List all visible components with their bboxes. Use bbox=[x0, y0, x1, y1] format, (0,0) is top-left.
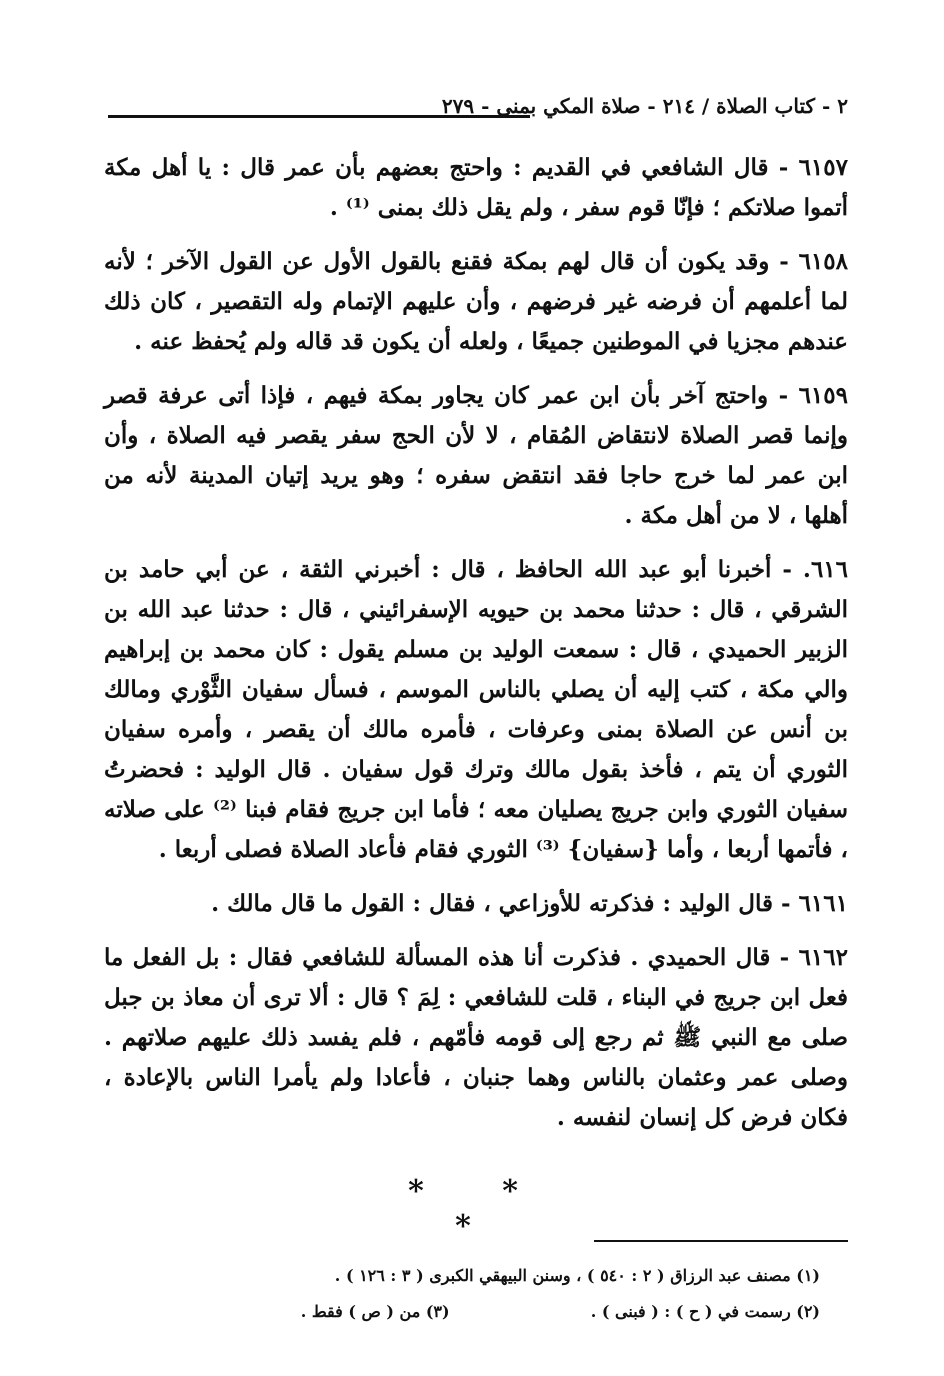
paragraph-6160: ٦١٦. - أخبرنا أبو عبد الله الحافظ ، قال : أخبرني الثقة ، عن أبي حامد بن الشرقي ، قال : حدثنا محمد بن حيويه الإسفرائيني ، قال : حدثنا عبد الله بن الزبير الحميدي ، قال : سمعت الوليد بن مسلم يقول : كان محمد بن إبراهيم والي مكة ، كتب إليه أن يصلي بالناس الموسم ، فسأل سفيان الثَّوْري ومالك بن أنس عن الصلاة بمنى وعرفات ، فأمره مالك أن يقصر ، وأمره سفيان الثوري أن يتم ، فأخذ بقول مالك وترك قول سفيان . قال الوليد : فحضرتُ سفيان الثوري وابن جريج يصليان معه ؛ فأما ابن جريج فقام فبنا ⁽²⁾ على صلاته ، فأتمها أربعا ، وأما {سفيان} ⁽³⁾ الثوري فقام فأعاد الصلاة فصلى أربعا . bbox=[104, 556, 849, 863]
footnotes bbox=[200, 1258, 820, 1330]
paragraph-6162: ٦١٦٢ - قال الحميدي . فذكرت أنا هذه المسألة للشافعي فقال : بل الفعل ما فعل ابن جريج في البناء ، قلت للشافعي : لِمَ ؟ قال : ألا ترى أن معاذ بن جبل صلى مع النبي ﷺ ثم رجع إلى قومه فأمّهم ، فلم يفسد ذلك عليهم صلاتهم . وصلى عمر وعثمان بالناس وهما جنبان ، فأعادا ولم يأمرا الناس بالإعادة ، فكان فرض كل إنسان لنفسه . bbox=[104, 944, 848, 1131]
paragraph-6158: ٦١٥٨ - وقد يكون أن قال لهم بمكة فقنع بالقول الأول عن القول الآخر ؛ لأنه لما أعلمهم أن فرضه غير فرضهم ، وأن عليهم الإتمام وله التقصير ، كان ذلك عندهم مجزيا في الموطنين جميعًا ، ولعله أن يكون قد قاله ولم يُحفظ عنه . bbox=[104, 248, 848, 355]
paragraph-6159: ٦١٥٩ - واحتج آخر بأن ابن عمر كان يجاور بمكة فيهم ، فإذا أتى عرفة قصر وإنما قصر الصلاة لانتقاض المُقام ، لا لأن الحج سفر يقصر فيه الصلاة ، وأن ابن عمر لما خرج حاجا فقد انتقض سفره ؛ وهو يريد إتيان المدينة لأنه من أهلها ، لا من أهل مكة . bbox=[104, 382, 848, 529]
footnote-2: (٢) رسمت في ( ح ) : ( فبنى ) . bbox=[590, 1302, 820, 1321]
footnote-rule bbox=[594, 1240, 848, 1242]
section-separator: * * * bbox=[408, 1174, 552, 1244]
footnote-1: (١) مصنف عبد الرزاق ( ٢ : ٥٤٠ ) ، وسنن البيهقي الكبرى ( ٣ : ١٢٦ ) . bbox=[334, 1266, 820, 1285]
main-text bbox=[104, 148, 848, 1152]
footnote-3: (٣) من ( ص ) فقط . bbox=[300, 1302, 450, 1321]
paragraph-6157: ٦١٥٧ - قال الشافعي في القديم : واحتج بعضهم بأن عمر قال : يا أهل مكة أتموا صلاتكم ؛ فإنّا قوم سفر ، ولم يقل ذلك بمنى ⁽¹⁾ . bbox=[104, 154, 848, 221]
page-header bbox=[108, 92, 848, 132]
running-title: ٢ - كتاب الصلاة / ٢١٤ - صلاة المكي بمنى - ٢٧٩ bbox=[441, 94, 848, 118]
footnote-row-2 bbox=[200, 1294, 820, 1330]
paragraph-6161: ٦١٦١ - قال الوليد : فذكرته للأوزاعي ، فقال : القول ما قال مالك . bbox=[211, 890, 848, 917]
